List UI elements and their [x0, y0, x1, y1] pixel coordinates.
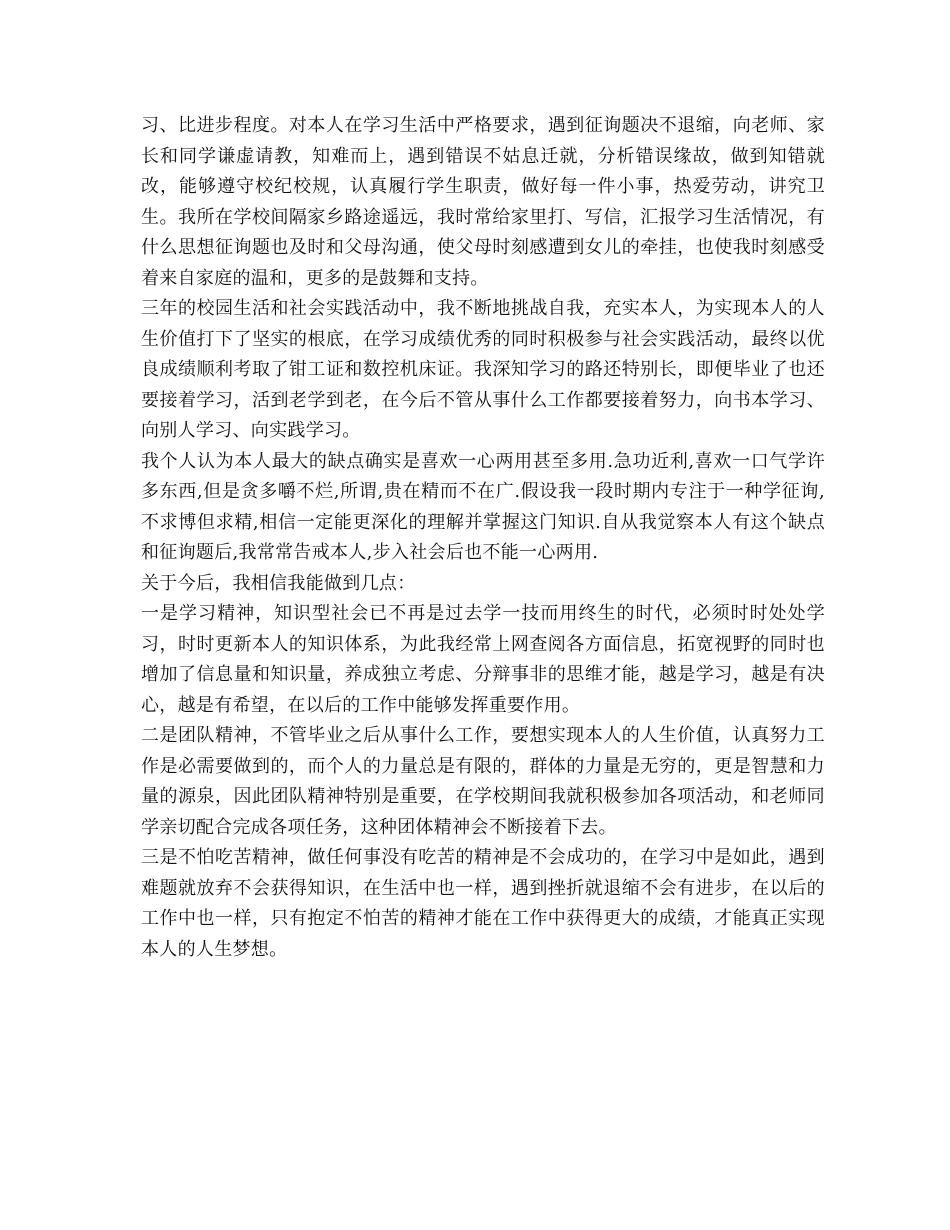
paragraph-campus-practice: 三年的校园生活和社会实践活动中，我不断地挑战自我，充实本人，为实现本人的人生价值打下了坚实的根底，在学习成绩优秀的同时积极参与社会实践活动，最终以优良成绩顺利考取了钳工证和数控机床证。我深知学习的路还特别长，即便毕业了也还要接着学习，活到老学到老，在今后不管从事什么工作都要接着努力，向书本学习、向别人学习、向实践学习。: [141, 298, 825, 441]
paragraph-hardship-spirit: 三是不怕吃苦精神，做任何事没有吃苦的精神是不会成功的，在学习中是如此，遇到难题就放弃不会获得知识，在生活中也一样，遇到挫折就退缩不会有进步，在以后的工作中也一样，只有抱定不怕苦的精神才能在工作中获得更大的成绩，才能真正实现本人的人生梦想。: [141, 847, 825, 960]
paragraph-study-attitude: 习、比进步程度。对本人在学习生活中严格要求，遇到征询题决不退缩，向老师、家长和同学谦虚请教，知难而上，遇到错误不姑息迁就，分析错误缘故，做到知错就改，能够遵守校纪校规，认真履行学生职责，做好每一件小事，热爱劳动，讲究卫生。我所在学校间隔家乡路途遥远，我时常给家里打、写信，汇报学习生活情况，有什么思想征询题也及时和父母沟通，使父母时刻感遭到女儿的牵挂，也使我时刻感受着来自家庭的温和，更多的是鼓舞和支持。: [141, 115, 825, 289]
paragraph-shortcoming: 我个人认为本人最大的缺点确实是喜欢一心两用甚至多用.急功近利,喜欢一口气学许多东西,但是贪多嚼不烂,所谓,贵在精而不在广.假设我一段时期内专注于一种学征询,不求博但求精,相信一定能更深化的理解并掌握这门知识.自从我觉察本人有这个缺点和征询题后,我常常告戒本人,步入社会后也不能一心两用.: [141, 450, 825, 563]
paragraph-learning-spirit: 一是学习精神，知识型社会已不再是过去学一技而用终生的时代，必须时时处处学习，时时更新本人的知识体系，为此我经常上网查阅各方面信息，拓宽视野的同时也增加了信息量和知识量，养成独立考虑、分辩事非的思维才能，越是学习，越是有决心，越是有希望，在以后的工作中能够发挥重要作用。: [141, 603, 825, 716]
paragraph-future-intro: 关于今后，我相信我能做到几点：: [141, 572, 416, 594]
document-body: [141, 111, 825, 965]
paragraph-team-spirit: 二是团队精神，不管毕业之后从事什么工作，要想实现本人的人生价值，认真努力工作是必需要做到的，而个人的力量总是有限的，群体的力量是无穷的，更是智慧和力量的源泉，因此团队精神特别是重要，在学校期间我就积极参加各项活动，和老师同学亲切配合完成各项任务，这种团体精神会不断接着下去。: [141, 725, 825, 838]
